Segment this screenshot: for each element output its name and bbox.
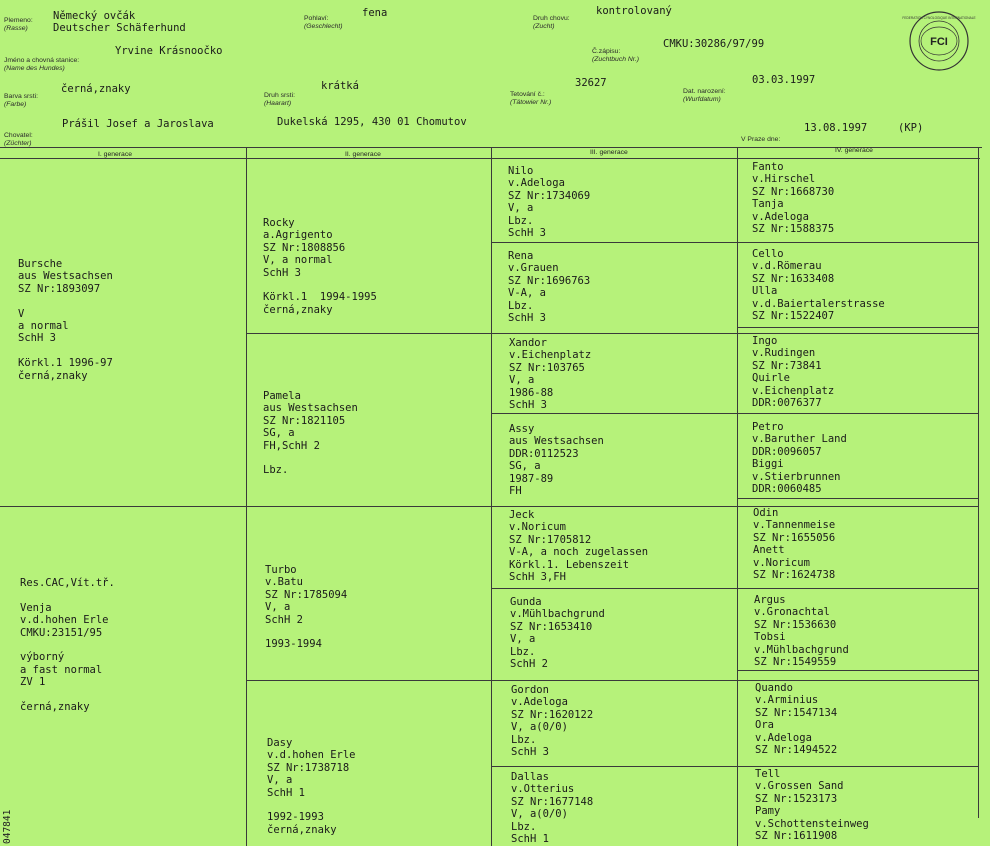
col-divider-2 [491,148,492,846]
gen3-cell-6: Gunda v.Mühlbachgrund SZ Nr:1653410 V, a Lbz. SchH 2 [510,596,605,671]
col-divider-1 [246,148,247,846]
gen4-cell-6: Argus v.Gronachtal SZ Nr:1536630 Tobsi v.Mühlbachgrund SZ Nr:1549559 [754,594,849,669]
gen3-cell-3: Xandor v.Eichenplatz SZ Nr:103765 V, a 1986-88 SchH 3 [509,337,592,412]
coat-value: krátká [321,80,359,92]
gen3-cell-2: Rena v.Grauen SZ Nr:1696763 V-A, a Lbz. SchH 3 [508,250,591,325]
issue-code: (KP) [898,122,924,134]
gen2-cell-2: Pamela aus Westsachsen SZ Nr:1821105 SG, a FH,SchH 2 Lbz. [263,390,358,477]
gen1-dam: Res.CAC,Vít.tř. Venja v.d.hohen Erle CMKU:23151/95 výborný a fast normal ZV 1 černá,znaky [20,577,115,714]
issue-date-label: V Praze dne: [741,136,781,143]
sex-value: fena [362,7,388,19]
gen-header-divider [0,158,980,159]
tattoo-value: 32627 [575,77,607,89]
color-label: Barva srsti: (Farbe) [4,93,38,108]
breeding-type-value: kontrolovaný [596,5,672,17]
registration-label: Č.zápisu: (Zuchtbuch Nr.) [592,48,639,63]
breed-de: Deutscher Schäferhund [53,22,186,34]
row-divider-gen4-b [737,498,978,499]
gen3-cell-4: Assy aus Westsachsen DDR:0112523 SG, a 1987-89 FH [509,423,604,498]
serial-number: 047841 [2,809,13,844]
row-divider-gen4-a [737,327,978,328]
gen4-cell-1: Fanto v.Hirschel SZ Nr:1668730 Tanja v.Adeloga SZ Nr:1588375 [752,161,835,236]
svg-text:FCI: FCI [930,36,948,48]
gen-header-1: I. generace [98,151,133,158]
gen3-cell-7: Gordon v.Adeloga SZ Nr:1620122 V, a(0/0) Lbz. SchH 3 [511,684,594,759]
gen4-cell-3: Ingo v.Rudingen SZ Nr:73841 Quirle v.Eichenplatz DDR:0076377 [752,335,835,410]
tattoo-label: Tetování č.: (Tätowier Nr.) [510,91,552,106]
gen-header-4: IV. generace [835,147,873,154]
gen-header-2: II. generace [345,151,381,158]
registration-value: CMKU:30286/97/99 [663,38,765,50]
gen3-cell-8: Dallas v.Otterius SZ Nr:1677148 V, a(0/0) Lbz. SchH 1 [511,771,594,846]
row-divider-gen2-b [246,680,978,681]
gen3-cell-5: Jeck v.Noricum SZ Nr:1705812 V-A, a noch zugelassen Körkl.1. Lebenszeit SchH 3,FH [509,509,649,584]
issue-date-value: 13.08.1997 [804,122,868,134]
row-divider-gen3-c [491,588,978,589]
fci-seal-icon [902,10,976,72]
sex-label: Pohlaví: (Geschlecht) [304,15,343,30]
breeder-address: Dukelská 1295, 430 01 Chomutov [277,116,467,128]
breeder-value: Prášil Josef a Jaroslava [62,118,214,130]
row-divider-gen3-d [491,766,978,767]
gen-header-3: III. generace [590,149,628,156]
gen2-cell-4: Dasy v.d.hohen Erle SZ Nr:1738718 V, a SchH 1 1992-1993 černá,znaky [267,737,356,836]
breeding-type-label: Druh chovu: (Zucht) [533,15,570,30]
gen4-cell-5: Odin v.Tannenmeise SZ Nr:1655056 Anett v.Noricum SZ Nr:1624738 [753,507,836,582]
color-value: černá,znaky [61,83,131,95]
gen2-cell-3: Turbo v.Batu SZ Nr:1785094 V, a SchH 2 1993-1994 [265,564,348,651]
coat-label: Druh srsti: (Haarart) [264,92,295,107]
svg-text:FEDERATION CYNOLOGIQUE INTERNA: FEDERATION CYNOLOGIQUE INTERNATIONALE [902,16,976,20]
row-divider-gen2-a [246,333,978,334]
gen4-cell-4: Petro v.Baruther Land DDR:0096057 Biggi v.Stierbrunnen DDR:0060485 [752,421,847,496]
row-divider-gen4-c [737,670,978,671]
gen2-cell-1: Rocky a.Agrigento SZ Nr:1808856 V, a normal SchH 3 Körkl.1 1994-1995 černá,znaky [263,217,377,316]
right-border [978,148,979,818]
row-divider-gen3-a [491,242,978,243]
birth-date-value: 03.03.1997 [752,74,816,86]
birth-date-label: Dat. narození: (Wurfdatum) [683,88,726,103]
breed-cz: Německý ovčák [53,10,136,22]
breed-label: Plemeno: (Rasse) [4,17,33,32]
gen1-sire: Bursche aus Westsachsen SZ Nr:1893097 V a normal SchH 3 Körkl.1 1996-97 černá,znaky [18,258,113,382]
col-divider-3 [737,148,738,846]
gen3-cell-1: Nilo v.Adeloga SZ Nr:1734069 V, a Lbz. SchH 3 [508,165,591,240]
gen4-cell-2: Cello v.d.Römerau SZ Nr:1633408 Ulla v.d.Baiertalerstrasse SZ Nr:1522407 [752,248,885,323]
breeder-label: Chovatel: (Züchter) [4,132,33,147]
dog-name-value: Yrvine Krásnoočko [115,45,223,57]
gen4-cell-7: Quando v.Arminius SZ Nr:1547134 Ora v.Adeloga SZ Nr:1494522 [755,682,838,757]
gen4-cell-8: Tell v.Grossen Sand SZ Nr:1523173 Pamy v.Schottensteinweg SZ Nr:1611908 [755,768,869,843]
row-divider-gen3-b [491,413,978,414]
dog-name-label: Jméno a chovná stanice: (Name des Hundes) [4,57,80,72]
